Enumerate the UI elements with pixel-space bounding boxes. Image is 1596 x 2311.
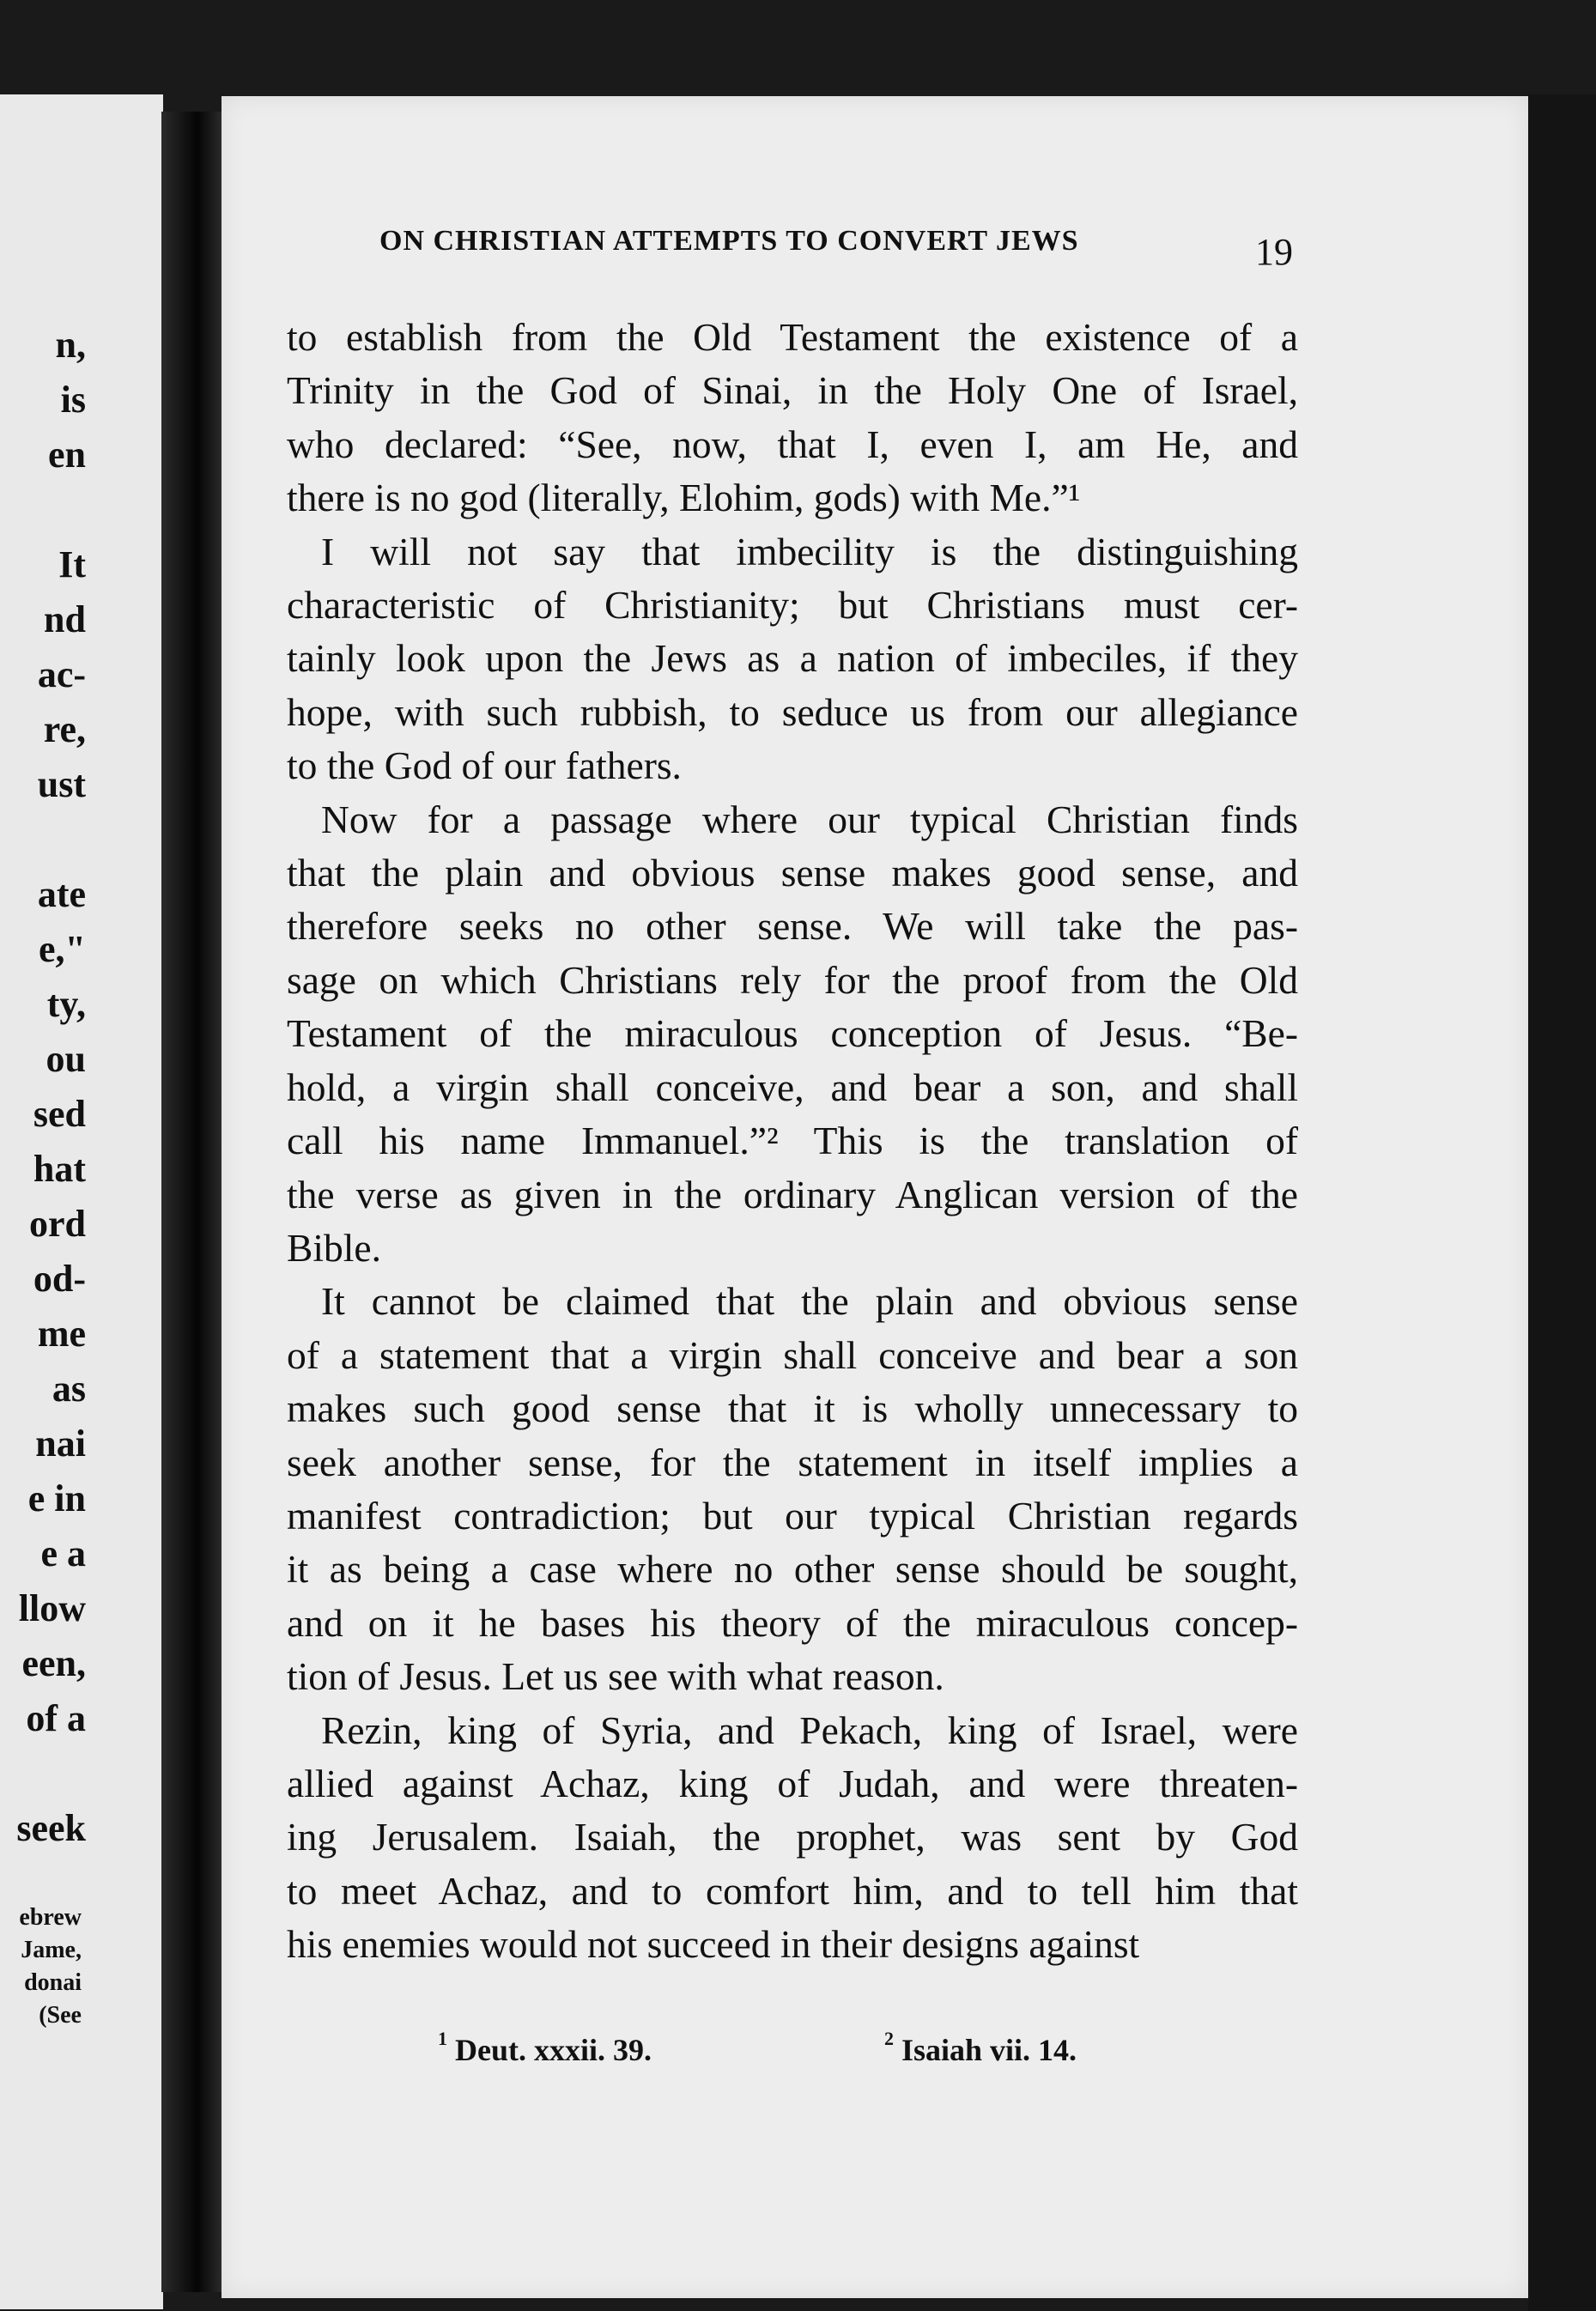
text-line: who declared: “See, now, that I, even I, am He, and: [287, 422, 1298, 466]
page-number: 19: [1255, 231, 1293, 273]
text-line: sage on which Christians rely for the proof from the Old: [287, 957, 1298, 1002]
facing-page-fragment: od-: [33, 1258, 86, 1300]
text-line: to meet Achaz, and to comfort him, and to tell him that: [287, 1868, 1298, 1913]
facing-page-fragment: en: [48, 434, 86, 476]
paragraph: [287, 1275, 1298, 1703]
facing-page-note: donai: [24, 1969, 82, 1996]
footnote: [884, 2028, 1077, 2068]
book-gutter: [161, 112, 221, 2292]
text-line: tion of Jesus. Let us see with what reason.: [287, 1654, 944, 1699]
facing-page-fragment: nai: [35, 1422, 86, 1465]
paragraph: [287, 793, 1298, 1276]
text-line: of a statement that a virgin shall conceive and bear a son: [287, 1332, 1298, 1377]
text-line: makes such good sense that it is wholly unnecessary to: [287, 1386, 1298, 1431]
facing-page-fragment: [0, 482, 86, 537]
text-line: tainly look upon the Jews as a nation of imbeciles, if they: [287, 636, 1298, 681]
facing-page-fragment: e,": [39, 928, 86, 970]
footnote: [438, 2028, 652, 2068]
text-line: ing Jerusalem. Isaiah, the prophet, was sent by God: [287, 1815, 1298, 1859]
facing-page-fragment: [0, 812, 86, 867]
text-line: there is no god (literally, Elohim, gods) with Me.”¹: [287, 476, 1081, 520]
text-line: to the God of our fathers.: [287, 743, 682, 788]
text-line: hold, a virgin shall conceive, and bear a son, and shall: [287, 1065, 1298, 1109]
facing-page-fragment: e in: [27, 1477, 86, 1519]
paragraph: [287, 311, 1298, 525]
facing-page-fragment: hat: [33, 1148, 86, 1190]
text-line: Rezin, king of Syria, and Pekach, king of Israel, were: [321, 1707, 1298, 1752]
facing-page-fragment: It: [58, 543, 86, 585]
text-line: the verse as given in the ordinary Anglican version of the: [287, 1172, 1298, 1216]
text-line: and on it he bases his theory of the miraculous concep-: [287, 1600, 1298, 1645]
facing-page-note: ebrew: [19, 1904, 82, 1931]
footnote-text: Deut. xxxii. 39.: [447, 2033, 652, 2067]
text-line: characteristic of Christianity; but Christians must cer-: [287, 583, 1298, 628]
text-line: Bible.: [287, 1225, 381, 1270]
footnote-marker: 1: [438, 2028, 447, 2049]
facing-page-fragment: e a: [40, 1532, 86, 1574]
text-line: that the plain and obvious sense makes good sense, and: [287, 851, 1298, 895]
paragraph: [287, 525, 1298, 793]
text-line: therefore seeks no other sense. We will take the pas-: [287, 904, 1298, 949]
footnote-marker: 2: [884, 2028, 894, 2049]
text-line: Now for a passage where our typical Christian finds: [321, 797, 1298, 841]
facing-page-fragment: ate: [37, 873, 86, 915]
paragraph: [287, 1704, 1298, 1972]
facing-page-fragment: of a: [26, 1697, 86, 1739]
facing-page-fragment: n,: [55, 324, 86, 366]
text-line: allied against Achaz, king of Judah, and were threaten-: [287, 1761, 1298, 1805]
facing-page-fragment: een,: [21, 1642, 86, 1684]
facing-page-fragment: me: [37, 1313, 86, 1355]
facing-page-fragment: [0, 1746, 86, 1801]
facing-page-fragment: as: [52, 1368, 86, 1410]
text-line: seek another sense, for the statement in itself implies a: [287, 1440, 1298, 1484]
facing-page-fragment: ty,: [46, 983, 86, 1025]
footnote-text: Isaiah vii. 14.: [894, 2033, 1077, 2067]
facing-page-fragment: ac-: [37, 653, 86, 695]
text-line: Testament of the miraculous conception of Jesus. “Be-: [287, 1011, 1298, 1056]
facing-page-fragment: ou: [46, 1038, 86, 1080]
running-header: ON CHRISTIAN ATTEMPTS TO CONVERT JEWS: [379, 225, 1079, 257]
text-line: I will not say that imbecility is the distinguishing: [321, 529, 1298, 573]
text-line: hope, with such rubbish, to seduce us from our allegiance: [287, 689, 1298, 734]
text-line: call his name Immanuel.”² This is the translation of: [287, 1119, 1298, 1163]
facing-page-fragment: is: [60, 379, 86, 421]
facing-page-fragment: nd: [44, 598, 86, 640]
facing-page-fragment: re,: [43, 708, 86, 750]
facing-page-note: (See: [39, 2002, 82, 2029]
facing-page-notes: [0, 1902, 82, 2032]
scan-border: [1528, 94, 1596, 2311]
body-text: [287, 311, 1298, 1972]
facing-page-note: Jame,: [21, 1937, 82, 1963]
text-line: Trinity in the God of Sinai, in the Holy One of Israel,: [287, 368, 1298, 413]
facing-page-fragment: ust: [37, 763, 86, 805]
text-line: his enemies would not succeed in their designs against: [287, 1922, 1140, 1967]
text-line: to establish from the Old Testament the existence of a: [287, 315, 1298, 359]
text-line: manifest contradiction; but our typical Christian regards: [287, 1493, 1298, 1538]
facing-page-text: [0, 318, 86, 1856]
text-line: it as being a case where no other sense should be sought,: [287, 1547, 1298, 1592]
text-line: It cannot be claimed that the plain and obvious sense: [321, 1279, 1298, 1324]
facing-page-fragment: sed: [33, 1093, 86, 1135]
facing-page-fragment: llow: [18, 1587, 86, 1629]
facing-page-fragment: ord: [29, 1203, 86, 1245]
facing-page-fragment: seek: [16, 1807, 86, 1849]
